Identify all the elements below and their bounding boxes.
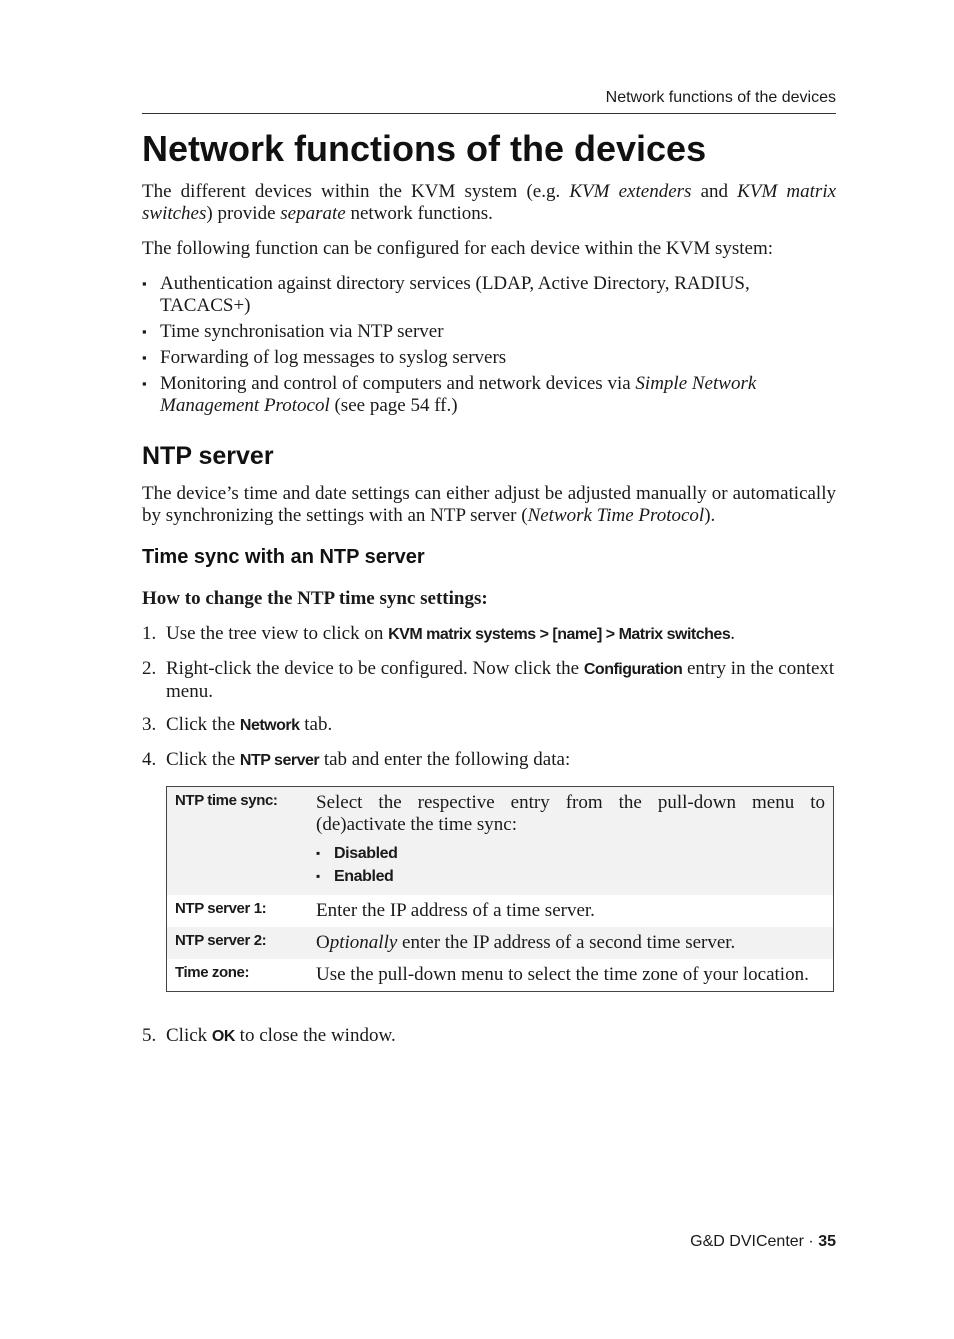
step-text: Right-click the device to be configured. Now click the [166,658,584,679]
ntp-paragraph [142,483,836,527]
setting-label: Time zone: [175,964,250,981]
intro-italic-3: separate [280,203,346,224]
intro-text-3: ) provide [206,203,281,224]
ntp-italic: Network Time Protocol [527,505,705,526]
option-item: ▪ Enabled [316,865,825,888]
list-item: ▪ Time synchronisation via NTP server [142,321,836,343]
step-item [142,658,836,703]
intro-paragraph [142,181,836,225]
setting-description [316,927,833,959]
page-number: 35 [818,1233,836,1250]
step-text: Click the [166,714,240,735]
setting-italic: ptionally [329,932,398,953]
ui-term: Configuration [583,661,683,678]
ntp-text-1: The device’s time and date settings can either adjust be adjusted manually or automatically by synchronizing the settings with an NTP server ( [142,483,836,526]
step-number: 5. [142,1025,157,1046]
section-title: Network functions of the devices [142,128,707,169]
header-rule [142,113,836,114]
setting-description [316,787,833,895]
step-2 [142,658,836,703]
menu-path: KVM matrix systems > [name] > Matrix switches [388,626,731,643]
page-footer [690,1233,836,1251]
step-text: Use the tree view to click on [166,623,389,644]
step-1 [142,623,836,646]
step-number: 4. [142,749,157,770]
step-item [142,714,836,737]
option-item: ▪ Disabled [316,842,825,865]
setting-description: Use the pull-down menu to select the time zone of your location. [316,964,809,985]
step-4 [142,749,836,772]
lead-paragraph: The following function can be configured for each device within the KVM system: [142,238,774,259]
step-number: 1. [142,623,157,644]
list-item-text-2: (see page 54 ff.) [329,395,458,416]
ntp-text-2: ). [704,505,716,526]
table-row [167,787,833,895]
setting-text: O [316,932,330,953]
intro-italic-2: KVM matrix switches [142,181,837,224]
step-text: to close the window. [234,1025,396,1046]
settings-table [166,786,834,992]
step-5 [142,1025,836,1048]
list-item [142,373,836,417]
intro-text-2: and [691,181,738,202]
intro-text-4: network functions. [345,203,493,224]
list-item: ▪ Forwarding of log messages to syslog servers [142,347,836,369]
setting-description: Enter the IP address of a time server. [316,900,595,921]
ui-term: NTP server [239,752,320,769]
ntp-heading: NTP server [142,442,274,470]
step-text: Click [166,1025,212,1046]
step-text: . [730,623,735,644]
subsection-heading: Time sync with an NTP server [142,546,425,568]
setting-label: NTP time sync: [175,792,278,809]
setting-text: Select the respective entry from the pull-down menu to (de)activate the time sync: [316,792,825,835]
intro-text-1: The different devices within the KVM system (e.g. [142,181,570,202]
table-row [167,895,833,927]
step-item [142,1025,836,1048]
function-list [142,273,836,421]
option-list [316,842,825,888]
setting-label: NTP server 2: [175,932,267,949]
list-item-text-1: Monitoring and control of computers and network devices via [160,373,636,394]
step-number: 2. [142,658,157,679]
list-item: ▪ Authentication against directory services (LDAP, Active Directory, RADIUS, TACACS+) [142,273,836,317]
table-row [167,959,833,991]
step-text: Click the [166,749,240,770]
running-head: Network functions of the devices [605,89,836,106]
step-item [142,749,836,772]
step-text: tab and enter the following data: [319,749,571,770]
step-item [142,623,836,646]
table-row [167,927,833,959]
step-3 [142,714,836,737]
intro-italic-1: KVM extenders [569,181,692,202]
ui-term: OK [211,1028,235,1045]
footer-doc-title: G&D DVICenter · [690,1233,819,1250]
howto-heading: How to change the NTP time sync settings: [142,588,488,609]
list-item-italic: Simple Network Management Protocol [160,373,757,416]
setting-label: NTP server 1: [175,900,267,917]
step-text: entry in the context menu. [166,658,835,702]
ui-term: Network [239,717,300,734]
step-text: tab. [299,714,333,735]
setting-text: enter the IP address of a second time server. [397,932,736,953]
step-number: 3. [142,714,157,735]
